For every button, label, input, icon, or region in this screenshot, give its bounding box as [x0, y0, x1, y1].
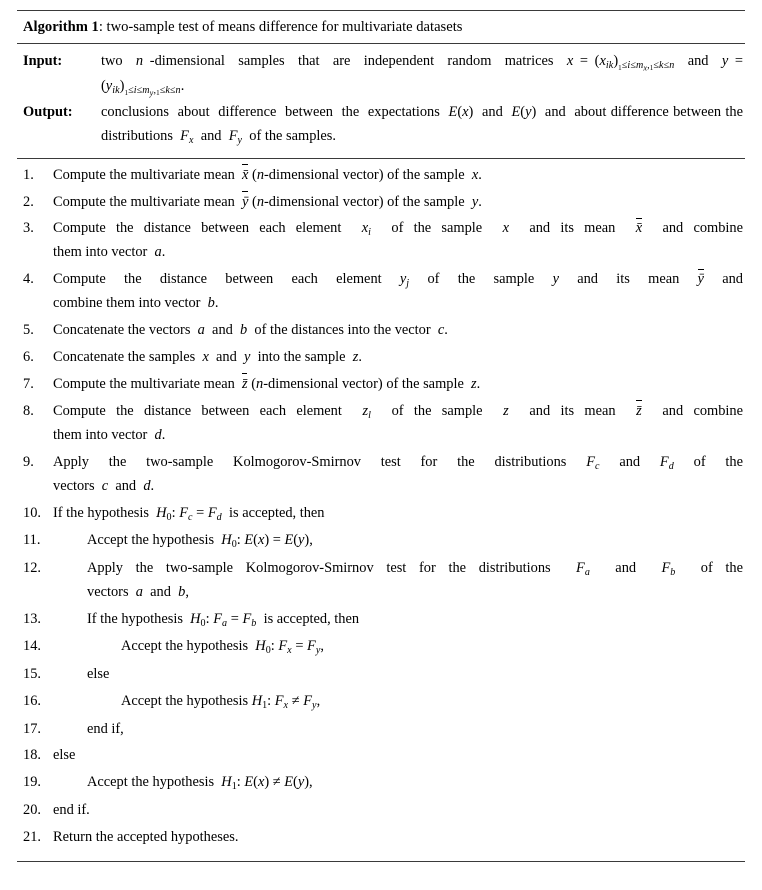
step-text: Apply the two-sample Kolmogorov-Smirnov test for the distributions $F_c$ and $F_d$ of the vectors c and d.	[53, 453, 743, 494]
step-text: Compute the distance between each element $y_j$ of the sample y and its mean ȳ and combine them into vector b.	[53, 268, 743, 315]
step-text: Apply the two-sample Kolmogorov-Smirnov test for the distributions $F_a$ and $F_b$ of the vectors a and b,	[87, 559, 743, 601]
step-18	[23, 744, 743, 767]
step-number: 10.	[23, 504, 41, 521]
step-number: 16.	[23, 692, 41, 709]
output-label: Output:	[23, 104, 73, 121]
step-2	[23, 191, 743, 214]
step-text: Accept the hypothesis H1: E(x) ≠ E(y),	[87, 774, 313, 793]
step-number: 20.	[23, 801, 41, 818]
input-row	[23, 50, 743, 99]
step-number: 13.	[23, 610, 41, 627]
step-text: Accept the hypothesis H1: $F_x \ne F_y$,	[121, 692, 321, 711]
step-number: 6.	[23, 349, 34, 366]
algorithm-box	[17, 10, 745, 862]
step-19	[23, 771, 743, 795]
step-13	[23, 608, 743, 632]
step-15	[23, 663, 743, 686]
step-number: 12.	[23, 559, 41, 576]
step-number: 7.	[23, 375, 34, 392]
step-10	[23, 502, 743, 526]
step-7	[23, 373, 743, 396]
step-20	[23, 799, 743, 822]
step-text: end if,	[87, 720, 124, 737]
step-5	[23, 319, 743, 342]
step-number: 21.	[23, 828, 41, 845]
step-text: Return the accepted hypotheses.	[53, 828, 239, 845]
step-number: 9.	[23, 453, 34, 470]
step-text: If the hypothesis H0: $F_c = F_d$ is accepted, then	[53, 504, 325, 523]
step-17	[23, 718, 743, 741]
algorithm-steps	[17, 159, 745, 862]
step-text: If the hypothesis H0: $F_a = F_b$ is accepted, then	[87, 610, 360, 629]
step-number: 5.	[23, 322, 34, 339]
rule-bottom	[17, 861, 745, 862]
output-row	[23, 101, 743, 148]
step-text: else	[87, 666, 110, 683]
step-number: 3.	[23, 220, 34, 237]
step-text: Compute the distance between each element $z_l$ of the sample z and its mean z̄ and combine them into vector d.	[53, 400, 743, 447]
step-number: 8.	[23, 402, 34, 419]
step-number: 1.	[23, 166, 34, 183]
step-11	[23, 529, 743, 553]
step-14	[23, 635, 743, 659]
step-text: Accept the hypothesis H0: $F_x = F_y$,	[121, 638, 325, 657]
step-12	[23, 557, 743, 604]
step-number: 17.	[23, 720, 41, 737]
step-text: Compute the multivariate mean z̄ (n-dimensional vector) of the sample z.	[53, 373, 743, 396]
step-8	[23, 400, 743, 447]
input-value: two n -dimensional samples that are independent random matrices $x = (x_{ik})_{1\le i\le m_x,1\le k\le n}$ and $y = (y_{ik})_{1\le i\le m_y,1\le k\le n}$.	[101, 53, 743, 97]
step-text: Compute the multivariate mean ȳ (n-dimensional vector) of the sample y.	[53, 191, 743, 214]
step-9	[23, 451, 743, 498]
step-number: 15.	[23, 666, 41, 683]
step-21	[23, 826, 743, 849]
step-6	[23, 346, 743, 369]
step-number: 19.	[23, 774, 41, 791]
step-text: Accept the hypothesis H0: E(x) = E(y),	[87, 532, 313, 551]
step-text: end if.	[53, 801, 90, 818]
step-text: Compute the distance between each element $x_i$ of the sample x and its mean x̄ and combine them into vector a.	[53, 217, 743, 264]
algorithm-title-row	[17, 11, 745, 43]
step-16	[23, 690, 743, 714]
algorithm-label: Algorithm 1	[23, 19, 99, 35]
step-4	[23, 268, 743, 315]
input-label: Input:	[23, 53, 63, 70]
step-text: Concatenate the vectors a and b of the distances into the vector c.	[53, 322, 448, 339]
step-text: Compute the multivariate mean x̄ (n-dimensional vector) of the sample x.	[53, 164, 743, 187]
step-number: 2.	[23, 193, 34, 210]
step-text: else	[53, 747, 76, 764]
step-number: 18.	[23, 747, 41, 764]
step-number: 4.	[23, 271, 34, 288]
output-value: conclusions about difference between the expectations E(x) and E(y) and about difference between the distributions $F_x$ and $F_y$ of the samples.	[101, 104, 743, 146]
step-3	[23, 217, 743, 264]
step-number: 14.	[23, 638, 41, 655]
algorithm-title-separator: :	[98, 19, 107, 35]
algorithm-title-text: two-sample test of means difference for multivariate datasets	[106, 19, 463, 35]
step-number: 11.	[23, 532, 41, 549]
step-text: Concatenate the samples x and y into the sample z.	[53, 349, 362, 366]
io-block	[17, 44, 745, 157]
step-1	[23, 164, 743, 187]
